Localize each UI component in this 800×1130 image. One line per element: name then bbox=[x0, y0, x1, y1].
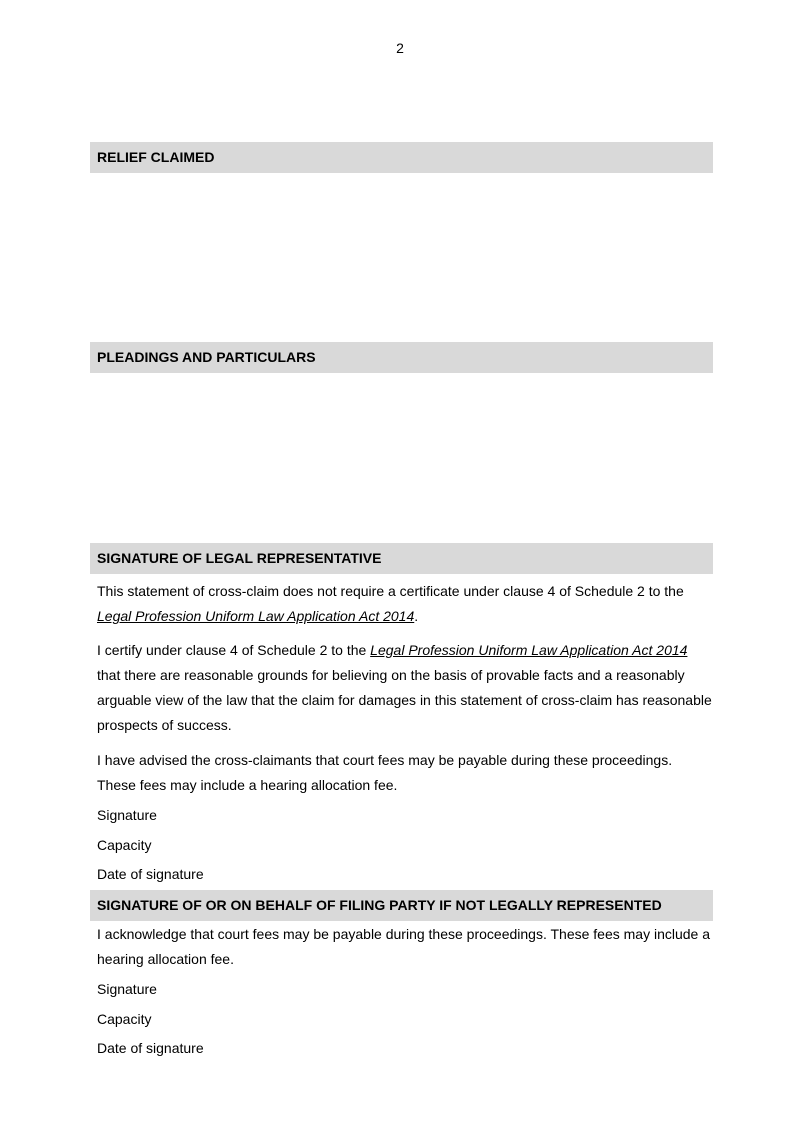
legal-rep-signature-heading: SIGNATURE OF LEGAL REPRESENTATIVE bbox=[90, 543, 713, 574]
page-number: 2 bbox=[396, 40, 404, 56]
filing-party-signature-heading: SIGNATURE OF OR ON BEHALF OF FILING PARTY IF NOT LEGALLY REPRESENTED bbox=[90, 890, 713, 921]
date-of-signature-label: Date of signature bbox=[97, 1040, 204, 1056]
relief-claimed-heading: RELIEF CLAIMED bbox=[90, 142, 713, 173]
filing-party-paragraph: I acknowledge that court fees may be payable during these proceedings. These fees may include a hearing allocation fee. bbox=[97, 926, 711, 967]
capacity-label: Capacity bbox=[97, 837, 152, 853]
paragraph-text: that there are reasonable grounds for believing on the basis of provable facts and a reasonably arguable view of the law that the claim for damages in this statement of cross-claim has reasonable prospects of success. bbox=[97, 667, 712, 733]
act-reference: Legal Profession Uniform Law Application Act 2014 bbox=[97, 608, 415, 624]
date-of-signature-label: Date of signature bbox=[97, 866, 204, 882]
legal-rep-paragraph-1 bbox=[97, 579, 713, 629]
paragraph-text: I certify under clause 4 of Schedule 2 to the bbox=[97, 642, 371, 658]
signature-label: Signature bbox=[97, 807, 157, 823]
capacity-label: Capacity bbox=[97, 1011, 152, 1027]
pleadings-heading: PLEADINGS AND PARTICULARS bbox=[90, 342, 713, 373]
paragraph-text: . bbox=[414, 608, 419, 624]
act-reference: Legal Profession Uniform Law Application Act 2014 bbox=[370, 642, 688, 658]
signature-label: Signature bbox=[97, 981, 157, 997]
paragraph-text: This statement of cross-claim does not require a certificate under clause 4 of Schedule 2 to the bbox=[97, 583, 684, 599]
legal-rep-paragraph-3: I have advised the cross-claimants that court fees may be payable during these proceedings. These fees may include a hearing allocation fee. bbox=[97, 752, 673, 793]
legal-rep-paragraph-2 bbox=[97, 638, 713, 738]
